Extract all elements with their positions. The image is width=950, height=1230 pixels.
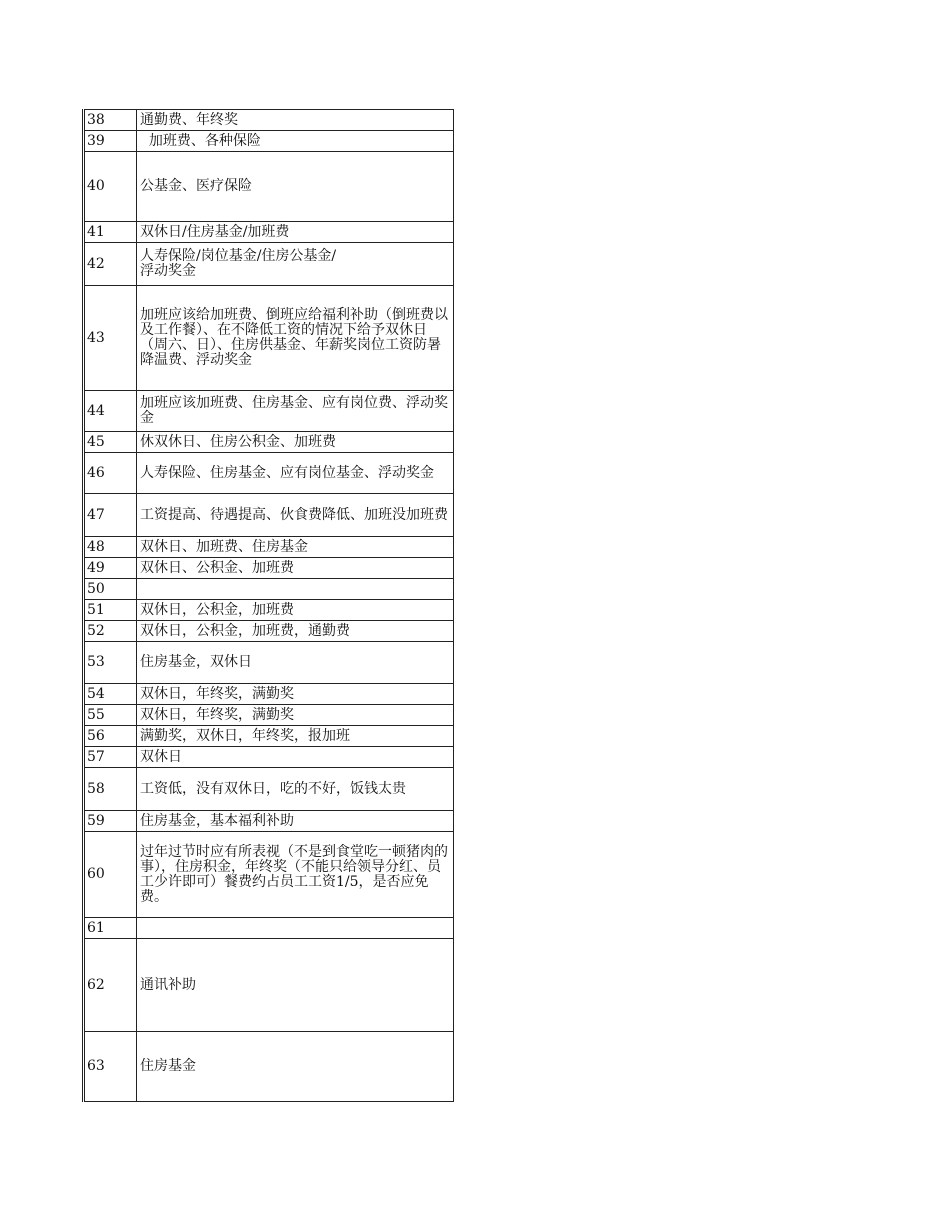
table-row — [84, 918, 454, 939]
row-number-cell[interactable]: 52 — [84, 621, 137, 642]
benefit-text-cell[interactable]: 双休日/住房基金/加班费 — [137, 222, 454, 243]
benefit-text-cell[interactable]: 过年过节时应有所表视（不是到食堂吃一顿猪肉的事），住房积金，年终奖（不能只给领导分红、员工少许即可）餐费约占员工工资1/5，是否应免费。 — [137, 832, 454, 918]
table-row — [84, 152, 454, 222]
benefit-text-cell[interactable]: 通讯补助 — [137, 939, 454, 1032]
row-number-cell[interactable]: 41 — [84, 222, 137, 243]
row-number-cell[interactable]: 56 — [84, 726, 137, 747]
row-number-cell[interactable]: 50 — [84, 579, 137, 600]
table-row — [84, 811, 454, 832]
table-row — [84, 110, 454, 131]
row-number-cell[interactable]: 42 — [84, 243, 137, 286]
benefit-text-cell[interactable]: 休双休日、住房公积金、加班费 — [137, 432, 454, 453]
table-row — [84, 1032, 454, 1102]
benefit-text-cell[interactable]: 加班应该加班费、住房基金、应有岗位费、浮动奖金 — [137, 391, 454, 432]
benefit-text-cell[interactable]: 双休日，年终奖，满勤奖 — [137, 684, 454, 705]
benefit-text-cell[interactable]: 双休日 — [137, 747, 454, 768]
benefit-text-cell[interactable]: 工资低，没有双休日，吃的不好，饭钱太贵 — [137, 768, 454, 811]
row-number-cell[interactable]: 44 — [84, 391, 137, 432]
benefit-text-cell[interactable]: 加班费、各种保险 — [137, 131, 454, 152]
benefit-text-cell[interactable]: 住房基金 — [137, 1032, 454, 1102]
table-row — [84, 558, 454, 579]
row-number-cell[interactable]: 62 — [84, 939, 137, 1032]
table-row — [84, 537, 454, 558]
row-number-cell[interactable]: 55 — [84, 705, 137, 726]
row-number-cell[interactable]: 53 — [84, 642, 137, 684]
table-row — [84, 768, 454, 811]
benefit-text-cell[interactable]: 双休日，公积金，加班费 — [137, 600, 454, 621]
row-number-cell[interactable]: 57 — [84, 747, 137, 768]
row-number-cell[interactable]: 51 — [84, 600, 137, 621]
table-row — [84, 642, 454, 684]
benefit-text-cell[interactable]: 通勤费、年终奖 — [137, 110, 454, 131]
table-row — [84, 621, 454, 642]
benefit-text-cell[interactable]: 住房基金，双休日 — [137, 642, 454, 684]
row-number-cell[interactable]: 58 — [84, 768, 137, 811]
row-number-cell[interactable]: 46 — [84, 453, 137, 494]
table-row — [84, 131, 454, 152]
table-row — [84, 726, 454, 747]
benefit-text-cell[interactable]: 双休日、公积金、加班费 — [137, 558, 454, 579]
row-number-cell[interactable]: 63 — [84, 1032, 137, 1102]
row-number-cell[interactable]: 60 — [84, 832, 137, 918]
benefit-text-cell[interactable]: 住房基金，基本福利补助 — [137, 811, 454, 832]
row-number-cell[interactable]: 59 — [84, 811, 137, 832]
table-body — [84, 110, 454, 1102]
row-number-cell[interactable]: 39 — [84, 131, 137, 152]
row-number-cell[interactable]: 54 — [84, 684, 137, 705]
benefit-text-cell[interactable]: 满勤奖，双休日，年终奖，报加班 — [137, 726, 454, 747]
benefit-text-cell[interactable]: 双休日，年终奖，满勤奖 — [137, 705, 454, 726]
table-row — [84, 832, 454, 918]
row-number-cell[interactable]: 61 — [84, 918, 137, 939]
benefit-text-cell[interactable] — [137, 918, 454, 939]
benefit-text-cell[interactable]: 人寿保险/岗位基金/住房公基金/ 浮动奖金 — [137, 243, 454, 286]
benefit-text-cell[interactable] — [137, 579, 454, 600]
table-row — [84, 579, 454, 600]
row-number-cell[interactable]: 43 — [84, 286, 137, 391]
data-table — [82, 109, 454, 1102]
table-row — [84, 222, 454, 243]
benefit-text-cell[interactable]: 加班应该给加班费、倒班应给福利补助（倒班费以及工作餐）、在不降低工资的情况下给予双休日（周六、日）、住房供基金、年薪奖岗位工资防暑降温费、浮动奖金 — [137, 286, 454, 391]
row-number-cell[interactable]: 48 — [84, 537, 137, 558]
table-row — [84, 684, 454, 705]
table-row — [84, 747, 454, 768]
table-row — [84, 286, 454, 391]
table-row — [84, 600, 454, 621]
row-number-cell[interactable]: 47 — [84, 494, 137, 537]
benefit-text-cell[interactable]: 工资提高、待遇提高、伙食费降低、加班没加班费 — [137, 494, 454, 537]
table-row — [84, 453, 454, 494]
table-row — [84, 494, 454, 537]
row-number-cell[interactable]: 38 — [84, 110, 137, 131]
benefit-text-cell[interactable]: 公基金、医疗保险 — [137, 152, 454, 222]
row-number-cell[interactable]: 45 — [84, 432, 137, 453]
table-row — [84, 939, 454, 1032]
benefit-text-cell[interactable]: 人寿保险、住房基金、应有岗位基金、浮动奖金 — [137, 453, 454, 494]
table-row — [84, 243, 454, 286]
table-row — [84, 432, 454, 453]
benefit-text-cell[interactable]: 双休日，公积金，加班费，通勤费 — [137, 621, 454, 642]
benefit-text-cell[interactable]: 双休日、加班费、住房基金 — [137, 537, 454, 558]
row-number-cell[interactable]: 49 — [84, 558, 137, 579]
row-number-cell[interactable]: 40 — [84, 152, 137, 222]
spreadsheet — [82, 109, 454, 1102]
table-row — [84, 705, 454, 726]
table-row — [84, 391, 454, 432]
